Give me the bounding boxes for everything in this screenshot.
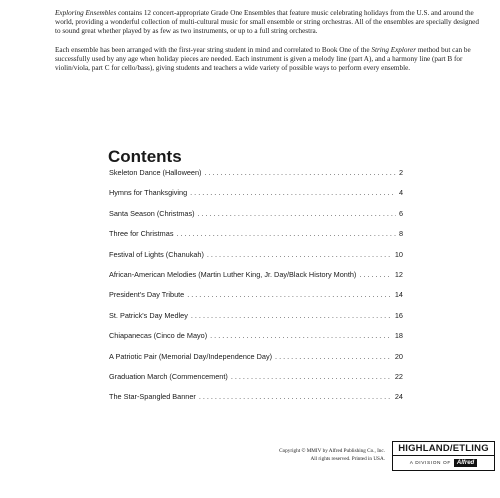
toc-entry-page: 24	[394, 392, 403, 402]
dot-leader	[204, 168, 395, 177]
toc-entry-title: Hymns for Thanksgiving	[109, 188, 188, 198]
intro-paragraph-2	[55, 46, 485, 73]
toc-entry-page: 14	[394, 290, 403, 300]
toc-entry	[109, 209, 403, 229]
toc-entry	[109, 331, 403, 351]
table-of-contents	[109, 168, 403, 413]
dot-leader	[275, 352, 392, 361]
toc-entry-title: St. Patrick's Day Medley	[109, 310, 188, 320]
toc-entry-title: Three for Christmas	[109, 229, 174, 239]
toc-entry-title: A Patriotic Pair (Memorial Day/Independence Day)	[109, 351, 273, 361]
toc-entry	[109, 229, 403, 249]
logo-division-text: A DIVISION OF	[409, 460, 451, 466]
logo-brand: HIGHLAND/ETLING	[393, 442, 494, 456]
toc-entry-page: 16	[394, 310, 403, 320]
toc-entry	[109, 250, 403, 270]
toc-entry	[109, 352, 403, 372]
intro-text: contains 12 concert-appropriate Grade One Ensembles that feature music celebrating holidays from the U.S. and around the world, providing a wonderful collection of multi-cultural music for small ensemble or string orchestras. All of the ensembles are specially designed to sound great whether played by as few as two instruments, or up to a full string orchestra.	[55, 9, 479, 35]
method-title: String Explorer	[371, 46, 417, 54]
toc-entry-title: The Star-Spangled Banner	[109, 392, 196, 402]
dot-leader	[190, 188, 396, 197]
dot-leader	[187, 290, 392, 299]
rights-line: All rights reserved. Printed in USA.	[310, 455, 385, 462]
dot-leader	[199, 392, 392, 401]
toc-entry-title: Chiapanecas (Cinco de Mayo)	[109, 331, 208, 341]
toc-entry	[109, 188, 403, 208]
toc-entry-page: 22	[394, 371, 403, 381]
dot-leader	[198, 209, 396, 218]
toc-entry-page: 10	[394, 249, 403, 259]
toc-entry-page: 6	[398, 208, 403, 218]
introduction	[55, 9, 485, 83]
toc-entry-page: 4	[398, 188, 403, 198]
toc-entry-title: African-American Melodies (Martin Luther King, Jr. Day/Black History Month)	[109, 269, 357, 279]
dot-leader	[210, 331, 392, 340]
intro-paragraph-1	[55, 9, 485, 36]
dot-leader	[207, 250, 392, 259]
toc-entry-title: Festival of Lights (Chanukah)	[109, 249, 204, 259]
intro-text: method but can be successfully used by any age when holiday pieces are needed. Each instrument is given a melody line (part A), and a harmony line (part B for violin/viola, part C for cello/bass), giving students and teachers a wide variety of possible ways to perform every ensemble.	[55, 46, 471, 72]
dot-leader	[359, 270, 392, 279]
toc-entry	[109, 290, 403, 310]
toc-entry-page: 2	[398, 168, 403, 177]
toc-entry-title: Santa Season (Christmas)	[109, 208, 195, 218]
dot-leader	[191, 311, 392, 320]
toc-entry-page: 8	[398, 229, 403, 239]
logo-division	[393, 456, 494, 470]
toc-entry-page: 18	[394, 331, 403, 341]
toc-entry	[109, 270, 403, 290]
copyright-notice	[279, 448, 385, 463]
toc-entry-page: 20	[394, 351, 403, 361]
toc-entry	[109, 168, 403, 188]
toc-entry	[109, 372, 403, 392]
toc-entry-title: Graduation March (Commencement)	[109, 371, 228, 381]
toc-entry-title: President's Day Tribute	[109, 290, 185, 300]
contents-heading: Contents	[108, 147, 182, 166]
toc-entry	[109, 311, 403, 331]
toc-entry-title: Skeleton Dance (Halloween)	[109, 168, 202, 177]
publisher-logo	[392, 441, 495, 471]
toc-entry-page: 12	[394, 269, 403, 279]
alfred-badge: Alfred	[454, 459, 477, 467]
intro-text: Each ensemble has been arranged with the first-year string student in mind and correlated to Book One of the	[55, 46, 372, 54]
copyright-line: Copyright © MMIV by Alfred Publishing Co., Inc.	[279, 448, 385, 454]
dot-leader	[176, 229, 395, 238]
dot-leader	[231, 372, 392, 381]
toc-entry	[109, 392, 403, 412]
book-title: Exploring Ensembles	[55, 9, 117, 17]
